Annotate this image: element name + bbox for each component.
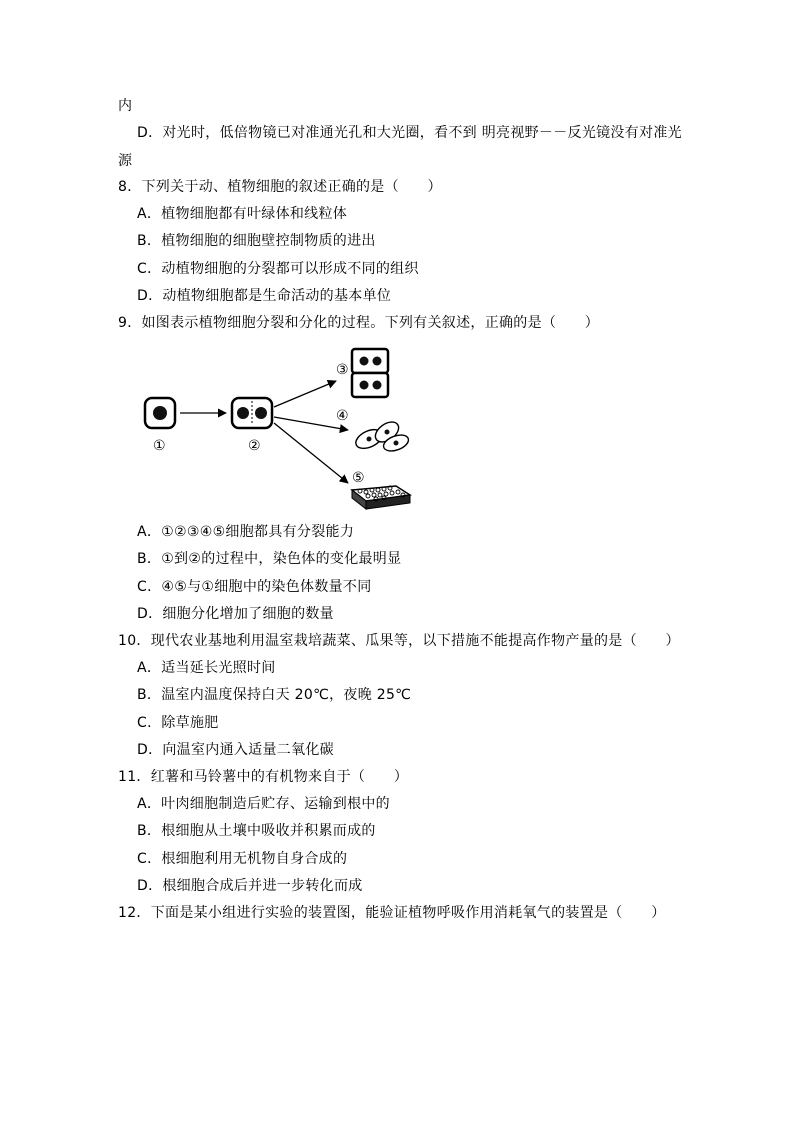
question-8-option-c: C．动植物细胞的分裂都可以形成不同的组织 [137,261,419,277]
question-9-option-c: C．④⑤与①细胞中的染色体数量不同 [137,579,372,595]
cell-1-single-cell [145,398,175,428]
question-9-option-d: D．细胞分化增加了细胞的数量 [137,606,334,622]
question-8: 8．下列关于动、植物细胞的叙述正确的是（ ） [118,179,442,195]
question-10-option-a: A．适当延长光照时间 [137,660,276,676]
cell-2-dividing-cell [232,398,272,428]
text-line: 内 [118,98,133,114]
question-12: 12．下面是某小组进行实验的装置图，能验证植物呼吸作用消耗氧气的装置是（ ） [118,905,666,921]
label-1: ① [153,438,166,454]
question-10: 10．现代农业基地利用温室栽培蔬菜、瓜果等，以下措施不能提高作物产量的是（ ） [118,633,680,649]
question-8-option-a: A．植物细胞都有叶绿体和线粒体 [137,206,348,222]
cell-division-figure [140,345,430,515]
label-5: ⑤ [352,470,365,486]
question-8-option-d: D．动植物细胞都是生命活动的基本单位 [137,288,392,304]
question-11-option-b: B．根细胞从土壤中吸收并积累而成的 [137,823,376,839]
label-4: ④ [336,408,349,424]
arrow-2-to-3 [274,381,336,407]
question-9-option-a: A．①②③④⑤细胞都具有分裂能力 [137,524,355,540]
question-11-option-c: C．根细胞利用无机物自身合成的 [137,851,348,867]
label-2: ② [248,438,261,454]
cell-group-5-dense-tissue [352,486,410,509]
question-10-option-c: C．除草施肥 [137,715,219,731]
option-d-line: D．对光时，低倍物镜已对准通光孔和大光圈，看不到 明亮视野－－反光镜没有对准光 [137,125,682,141]
question-11-option-a: A．叶肉细胞制造后贮存、运输到根中的 [137,796,390,812]
question-8-option-b: B．植物细胞的细胞壁控制物质的进出 [137,233,376,249]
arrow-2-to-5 [274,423,348,483]
text-line: 源 [118,153,133,169]
cell-group-3-tissue [352,349,388,397]
question-9-option-b: B．①到②的过程中，染色体的变化最明显 [137,551,402,567]
question-10-option-d: D．向温室内通入适量二氧化碳 [137,742,334,758]
question-10-option-b: B．温室内温度保持白天 20℃，夜晚 25℃ [137,687,412,703]
cell-group-4-oval-cells [353,418,411,454]
label-3: ③ [336,362,349,378]
question-9: 9．如图表示植物细胞分裂和分化的过程。下列有关叙述，正确的是（ ） [118,315,600,331]
question-11-option-d: D．根细胞合成后并进一步转化而成 [137,878,363,894]
question-11: 11．红薯和马铃薯中的有机物来自于（ ） [118,769,409,785]
